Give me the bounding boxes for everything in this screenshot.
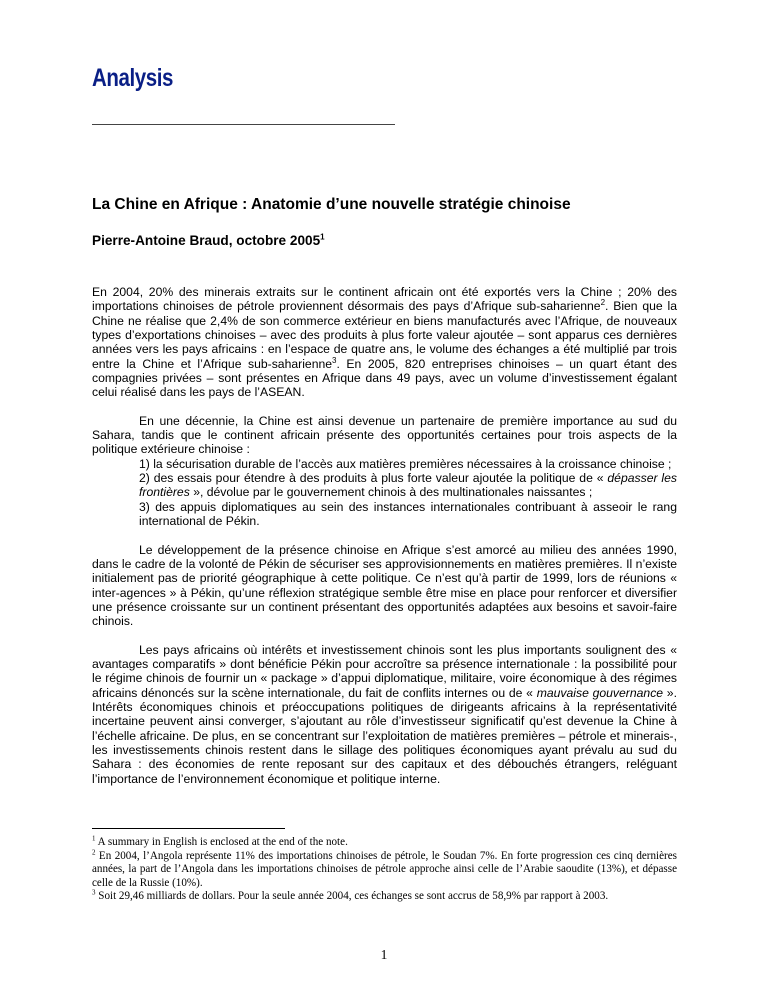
author-line xyxy=(92,232,325,250)
list-item-emphasis: dépasser les frontières xyxy=(139,471,678,500)
author-name: Pierre-Antoine Braud, octobre 2005 xyxy=(92,233,321,248)
paragraph-1-text-c: . En 2005, 820 entreprises chinoises – un quart étant des compagnies privées – sont présentes en Afrique dans 49 pays, avec un volume d’investissement égalant celui réalisé dans les pays de l’ASEAN. xyxy=(92,356,677,400)
footnote-number: 2 xyxy=(92,847,96,856)
list-item: 3) des appuis diplomatiques au sein des instances internationales contribuant à asseoir le rang international de Pékin. xyxy=(139,499,677,529)
footnote-text: A summary in English is enclosed at the end of the note. xyxy=(95,836,348,848)
footnote xyxy=(92,847,677,891)
analysis-logo: Analysis xyxy=(92,64,174,92)
footnote xyxy=(92,890,677,904)
list-item-text: », dévolue par le gouvernement chinois à des multinationales naissantes ; xyxy=(189,485,593,500)
header-divider xyxy=(92,124,395,125)
paragraph-3: Le développement de la présence chinoise en Afrique s’est amorcé au milieu des années 1990, dans le cadre de la volonté de Pékin de sécuriser ses approvisionnements en matières premières. Il n’existe initialement pas de priorité géographique à cette politique. Ce n’est qu’à partir de 1999, lors de réunions « inter-agences » à Pékin, qu’une réflexion stratégique semble être mise en place pour renforcer et diversifier une présence croissante sur un continent présentant des opportunités adaptées aux besoins et savoir-faire chinois. xyxy=(92,542,677,629)
paragraph-2: En une décennie, la Chine est ainsi devenue un partenaire de première importance au sud du Sahara, tandis que le continent africain présente des opportunités certaines pour trois aspects de la politique extérieure chinoise : xyxy=(92,413,677,457)
footnotes xyxy=(92,836,677,904)
footnote-ref-1[interactable]: 1 xyxy=(320,232,325,242)
list-item xyxy=(139,471,677,500)
footnote-text: En 2004, l’Angola représente 11% des importations chinoises de pétrole, le Soudan 7%. En forte progression ces cinq dernières années, la part de l’Angola dans les importations chinoises de pétrole approche ainsi celle de l’Arabie saoudite (13%), et dépasse celle de la Russie (10%). xyxy=(92,849,677,889)
footnote-ref-3[interactable]: 3 xyxy=(332,355,337,365)
footnote-number: 3 xyxy=(92,888,96,897)
paragraph-4-emphasis: mauvaise gouvernance xyxy=(536,685,664,700)
paragraph-1-text-b: . Bien que la Chine ne réalise que 2,4% de son commerce extérieur en biens manufacturés avec l’Afrique, de nouveaux types d’exportations chinoises – avec des produits à plus forte valeur ajoutée – sont apparus ces dernières années vers les pays africains : en l’espace de quatre ans, le volume des échanges a été multiplié par trois entre la Chine et l’Afrique sub-saharienne xyxy=(92,299,677,371)
footnote xyxy=(92,836,677,850)
list-item: 1) la sécurisation durable de l’accès aux matières premières nécessaires à la croissance chinoise ; xyxy=(139,456,672,471)
document-title: La Chine en Afrique : Anatomie d’une nouvelle stratégie chinoise xyxy=(92,196,571,213)
footnote-ref-2[interactable]: 2 xyxy=(600,298,606,308)
document-body xyxy=(92,285,677,800)
paragraph-4 xyxy=(92,643,677,786)
paragraph-1-text-a: En 2004, 20% des minerais extraits sur le continent africain ont été exportés vers la Chine ; 20% des importations chinoises de pétrole proviennent désormais des pays d’Afrique sub-saharienne xyxy=(92,285,677,314)
page-number: 1 xyxy=(380,947,388,962)
paragraph-1 xyxy=(92,285,677,400)
objectives-list xyxy=(92,457,677,529)
paragraph-4-text-a: Les pays africains où intérêts et investissement chinois sont les plus importants soulignent des « avantages comparatifs » dont bénéficie Pékin pour accroître sa présence internationale : la possibilité pour le régime chinois de fournir un « package » d’appui diplomatique, militaire, voire économique à des régimes africains dénoncés sur la scène internationale, du fait de conflits internes ou de « xyxy=(92,642,677,700)
footnote-divider xyxy=(92,828,285,829)
paragraph-4-text-b: ». Intérêts économiques chinois et préoccupations politiques de dirigeants africains à la représentativité incertaine peuvent ainsi converger, s’ajoutant au rôle d’investisseur significatif qu’est devenue la Chine à l’échelle africaine. De plus, en se concentrant sur l’exploitation de matières premières – pétrole et minerais-, les investissements chinois restent dans le sillage des politiques économiques ayant prévalu au sud du Sahara : des économies de rente reposant sur des capitaux et des débouchés étrangers, reléguant l’importance de l’environnement économique et politique interne. xyxy=(92,685,677,786)
list-item-text: 2) des essais pour étendre à des produits à plus forte valeur ajoutée la politique de « xyxy=(139,471,608,486)
footnote-text: Soit 29,46 milliards de dollars. Pour la seule année 2004, ces échanges se sont accrus de 58,9% par rapport à 2003. xyxy=(95,890,609,902)
footnote-number: 1 xyxy=(92,834,96,843)
